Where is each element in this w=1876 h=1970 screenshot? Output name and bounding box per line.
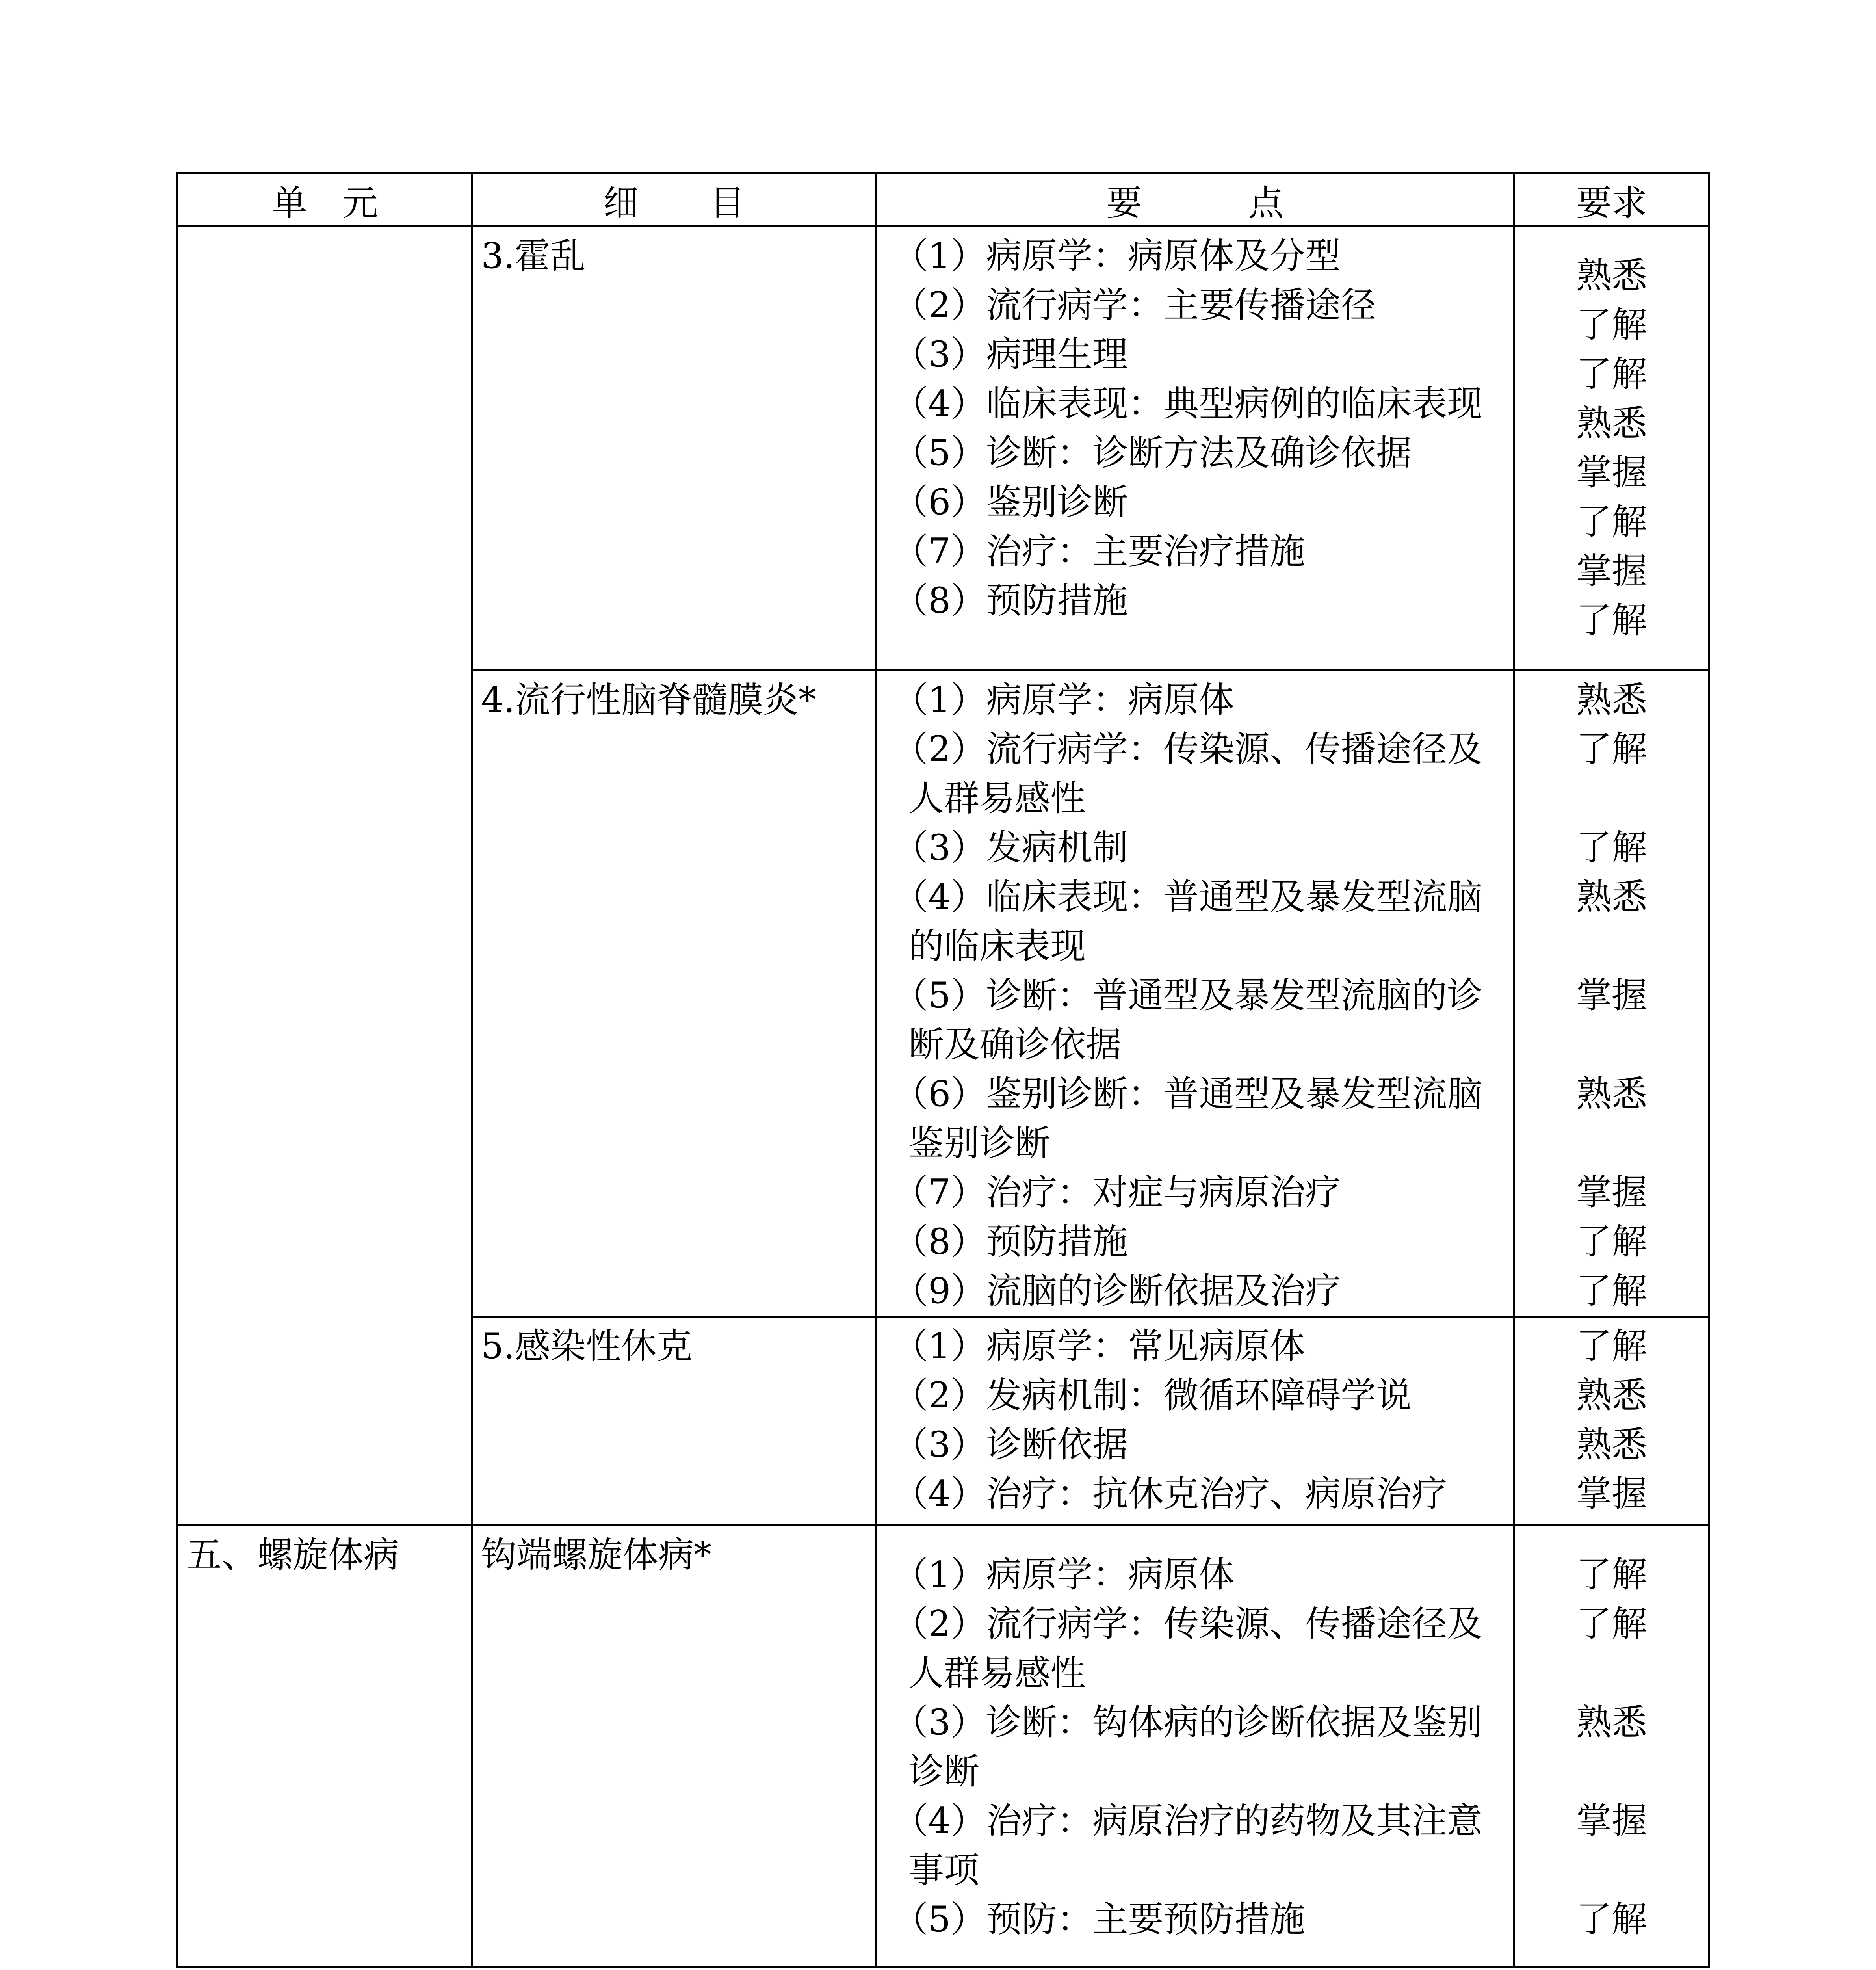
requirement-level: 熟悉 <box>1576 1424 1647 1465</box>
points-cell <box>876 671 1514 1317</box>
header-points: 要 点 <box>876 173 1514 227</box>
unit-cell: 五、螺旋体病 <box>178 1526 472 1967</box>
requirement-level: 了解 <box>1576 1603 1647 1645</box>
requirement-level: 熟悉 <box>1576 255 1647 296</box>
requirement-level: 了解 <box>1576 1899 1647 1940</box>
detail-cell: 5.感染性休克 <box>472 1317 876 1526</box>
header-detail: 细 目 <box>472 173 876 227</box>
requirements-cell <box>1514 1526 1709 1967</box>
point-item: （1）病原学：病原体及分型 <box>893 235 1341 277</box>
point-item: （2）发病机制：微循环障碍学说 <box>893 1375 1412 1416</box>
points-cell <box>876 1317 1514 1526</box>
requirements-cell <box>1514 1317 1709 1526</box>
point-item: （5）预防：主要预防措施 <box>893 1899 1306 1940</box>
point-item: （1）病原学：病原体 <box>893 1554 1235 1595</box>
point-item: （7）治疗：主要治疗措施 <box>893 531 1306 572</box>
requirement-level: 熟悉 <box>1576 1375 1647 1416</box>
point-item: （4）治疗：病原治疗的药物及其注意事项 <box>893 1800 1483 1891</box>
requirement-level: 熟悉 <box>1576 876 1647 918</box>
header-requirement: 要求 <box>1514 173 1709 227</box>
requirement-level: 掌握 <box>1576 975 1647 1016</box>
point-item: （1）病原学：病原体 <box>893 679 1235 721</box>
point-item: （8）预防措施 <box>893 580 1128 621</box>
requirement-level: 熟悉 <box>1576 679 1647 721</box>
detail-cell: 4.流行性脑脊髓膜炎* <box>472 671 876 1317</box>
requirement-level: 掌握 <box>1576 1172 1647 1213</box>
point-item: （2）流行病学：传染源、传播途径及人群易感性 <box>893 729 1483 819</box>
point-item: （3）病理生理 <box>893 334 1128 375</box>
requirement-level: 了解 <box>1576 1270 1647 1312</box>
point-item: （6）鉴别诊断 <box>893 481 1128 523</box>
requirement-level: 掌握 <box>1576 550 1647 592</box>
header-unit: 单 元 <box>178 173 472 227</box>
point-item: （1）病原学：常见病原体 <box>893 1325 1306 1367</box>
point-item: （4）临床表现：普通型及暴发型流脑的临床表现 <box>893 876 1483 967</box>
requirement-level: 掌握 <box>1576 1800 1647 1842</box>
point-item: （4）临床表现：典型病例的临床表现 <box>893 383 1483 424</box>
detail-cell: 3.霍乱 <box>472 227 876 671</box>
detail-cell: 钩端螺旋体病* <box>472 1526 876 1967</box>
point-item: （5）诊断：普通型及暴发型流脑的诊断及确诊依据 <box>893 975 1483 1065</box>
point-item: （4）治疗：抗休克治疗、病原治疗 <box>893 1473 1447 1515</box>
requirement-level: 了解 <box>1576 729 1647 770</box>
requirement-level: 熟悉 <box>1576 1702 1647 1743</box>
point-item: （3）诊断依据 <box>893 1424 1128 1465</box>
requirements-cell <box>1514 671 1709 1317</box>
points-cell <box>876 1526 1514 1967</box>
point-item: （3）诊断：钩体病的诊断依据及鉴别诊断 <box>893 1702 1483 1792</box>
point-item: （9）流脑的诊断依据及治疗 <box>893 1270 1341 1312</box>
requirement-level: 了解 <box>1576 1221 1647 1262</box>
table-row-cholera <box>178 227 1709 671</box>
requirement-level: 了解 <box>1576 827 1647 868</box>
point-item: （8）预防措施 <box>893 1221 1128 1262</box>
requirement-level: 了解 <box>1576 1554 1647 1595</box>
requirement-level: 熟悉 <box>1576 1073 1647 1115</box>
table-row-leptospirosis <box>178 1526 1709 1967</box>
requirement-level: 了解 <box>1576 501 1647 543</box>
point-item: （6）鉴别诊断：普通型及暴发型流脑鉴别诊断 <box>893 1073 1483 1164</box>
requirement-level: 熟悉 <box>1576 403 1647 444</box>
point-item: （7）治疗：对症与病原治疗 <box>893 1172 1341 1213</box>
requirements-cell <box>1514 227 1709 671</box>
point-item: （2）流行病学：主要传播途径 <box>893 284 1376 326</box>
requirement-level: 了解 <box>1576 600 1647 641</box>
point-item: （3）发病机制 <box>893 827 1128 868</box>
header-row <box>178 173 1709 227</box>
point-item: （2）流行病学：传染源、传播途径及人群易感性 <box>893 1603 1483 1694</box>
points-cell <box>876 227 1514 671</box>
syllabus-table <box>176 172 1710 1968</box>
requirement-level: 了解 <box>1576 1325 1647 1367</box>
requirement-level: 了解 <box>1576 304 1647 346</box>
requirement-level: 掌握 <box>1576 452 1647 493</box>
requirement-level: 掌握 <box>1576 1473 1647 1515</box>
requirement-level: 了解 <box>1576 353 1647 395</box>
unit-cell-empty <box>178 227 472 1526</box>
point-item: （5）诊断：诊断方法及确诊依据 <box>893 432 1412 474</box>
